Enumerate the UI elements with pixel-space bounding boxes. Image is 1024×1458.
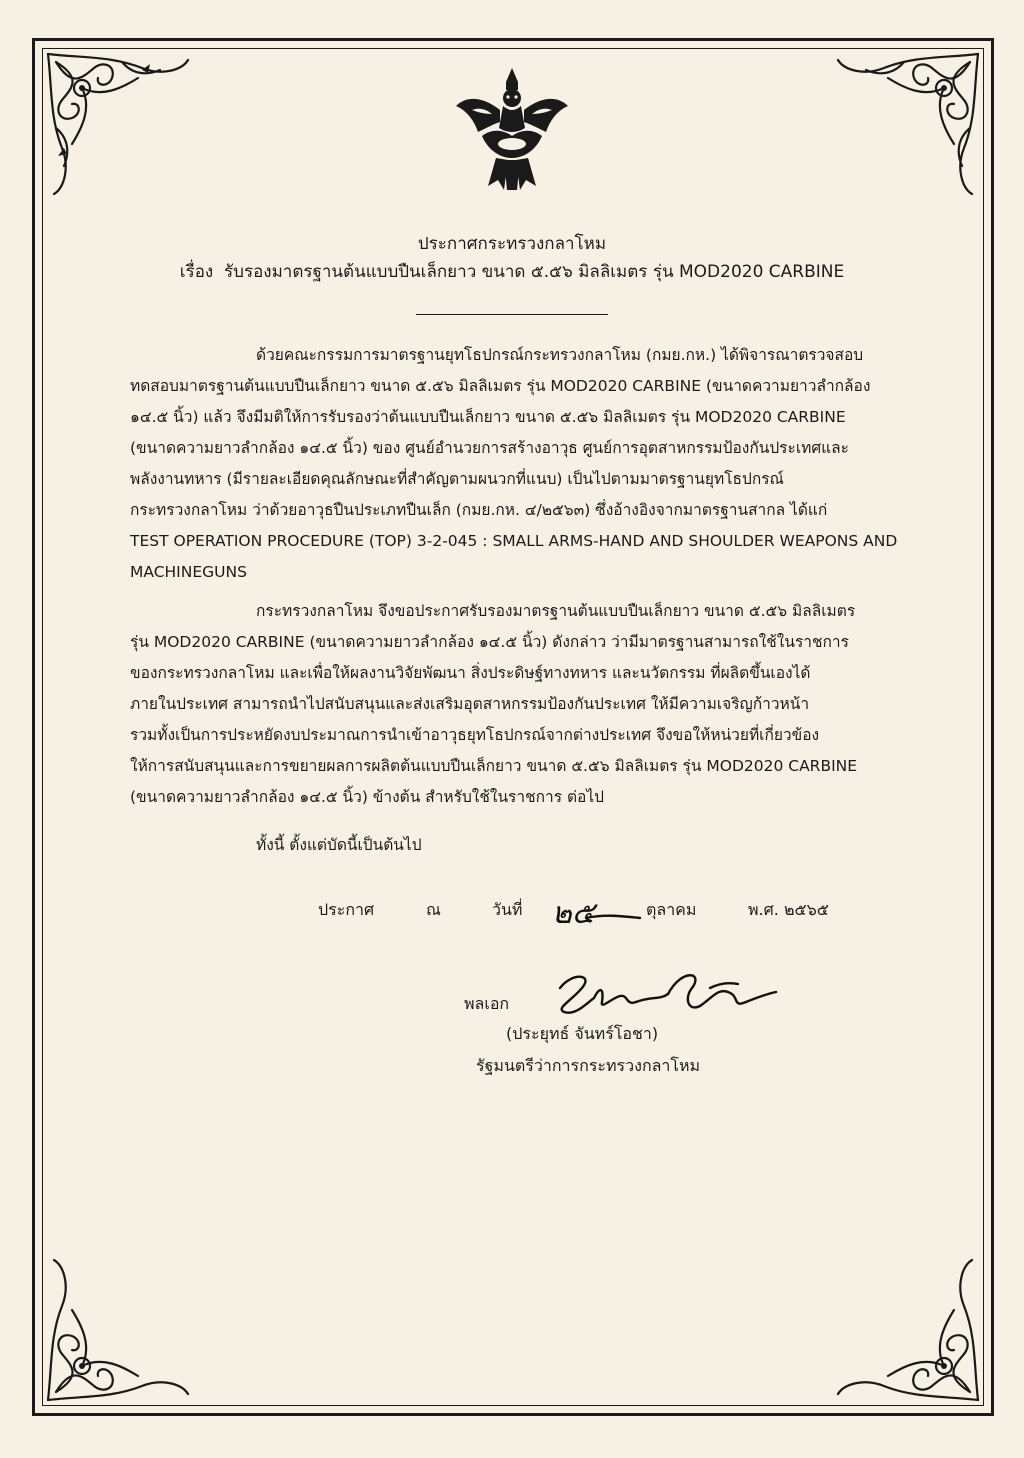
paragraph-2 — [130, 596, 920, 813]
subject-text: รับรองมาตรฐานต้นแบบปืนเล็กยาว ขนาด ๕.๕๖ มิลลิเมตร รุ่น MOD2020 CARBINE — [224, 262, 845, 282]
garuda-emblem-icon — [452, 66, 572, 202]
proclaim-day-label: วันที่ — [492, 900, 523, 919]
paragraph-1 — [130, 340, 920, 588]
paragraph-line: พลังงานทหาร (มีรายละเอียดคุณลักษณะที่สำคัญตามผนวกที่แนบ) เป็นไปตามมาตรฐานยุทโธปกรณ์ — [130, 470, 784, 488]
proclaim-at: ณ — [426, 900, 441, 919]
handwritten-signature — [542, 958, 792, 1030]
subject-label: เรื่อง — [179, 262, 214, 282]
proclaim-year: พ.ศ. ๒๕๖๕ — [748, 900, 829, 919]
corner-ornament-top-left — [42, 48, 192, 198]
paragraph-line: ภายในประเทศ สามารถนำไปสนับสนุนและส่งเสริมอุตสาหกรรมป้องกันประเทศ ให้มีความเจริญก้าวหน้า — [130, 695, 810, 713]
paragraph-line: รุ่น MOD2020 CARBINE (ขนาดความยาวลำกล้อง ๑๔.๕ นิ้ว) ดังกล่าว ว่ามีมาตรฐานสามารถใช้ในราชการ — [130, 633, 849, 651]
corner-ornament-bottom-left — [42, 1256, 192, 1406]
paragraph-line: ด้วยคณะกรรมการมาตรฐานยุทโธปกรณ์กระทรวงกลาโหม (กมย.กห.) ได้พิจารณาตรวจสอบ — [256, 346, 864, 364]
paragraph-line: ทดสอบมาตรฐานต้นแบบปืนเล็กยาว ขนาด ๕.๕๖ มิลลิเมตร รุ่น MOD2020 CARBINE (ขนาดความยาวลำกล้อง — [130, 377, 871, 395]
signer-name: (ประยุทธ์ จันทร์โอชา) — [506, 1024, 659, 1043]
announcement-subject — [0, 258, 1024, 285]
paragraph-line: ของกระทรวงกลาโหม และเพื่อให้ผลงานวิจัยพัฒนา สิ่งประดิษฐ์ทางทหาร และนวัตกรรม ที่ผลิตขึ้นเองได้ — [130, 664, 811, 682]
paragraph-line: MACHINEGUNS — [130, 563, 247, 581]
paragraph-line: TEST OPERATION PROCEDURE (TOP) 3-2-045 : SMALL ARMS-HAND AND SHOULDER WEAPONS AND — [130, 532, 898, 550]
proclaim-month: ตุลาคม — [646, 900, 697, 919]
paragraph-line: ให้การสนับสนุนและการขยายผลการผลิตต้นแบบปืนเล็กยาว ขนาด ๕.๕๖ มิลลิเมตร รุ่น MOD2020 CARBINE — [130, 757, 858, 775]
proclaim-word: ประกาศ — [318, 900, 375, 919]
paragraph-line: กระทรวงกลาโหม จึงขอประกาศรับรองมาตรฐานต้นแบบปืนเล็กยาว ขนาด ๕.๕๖ มิลลิเมตร — [256, 602, 856, 620]
signer-position: รัฐมนตรีว่าการกระทรวงกลาโหม — [476, 1056, 701, 1075]
paragraph-line: (ขนาดความยาวลำกล้อง ๑๔.๕ นิ้ว) ของ ศูนย์อำนวยการสร้างอาวุธ ศูนย์การอุตสาหกรรมป้องกันประเทศและ — [130, 439, 849, 457]
signer-rank: พลเอก — [464, 994, 510, 1013]
paragraph-line: กระทรวงกลาโหม ว่าด้วยอาวุธปืนประเภทปืนเล็ก (กมย.กห. ๔/๒๕๖๓) ซึ่งอ้างอิงจากมาตรฐานสากล ได้แก่ — [130, 501, 828, 519]
corner-ornament-top-right — [834, 48, 984, 198]
heading-divider — [416, 314, 608, 315]
corner-ornament-bottom-right — [834, 1256, 984, 1406]
closing-text: ทั้งนี้ ตั้งแต่บัดนี้เป็นต้นไป — [256, 836, 422, 854]
closing-line — [130, 830, 920, 861]
paragraph-line: รวมทั้งเป็นการประหยัดงบประมาณการนำเข้าอาวุธยุทโธปกรณ์จากต่างประเทศ จึงขอให้หน่วยที่เกี่ยวข้อง — [130, 726, 820, 744]
handwritten-day: ๒๕ — [552, 896, 595, 931]
paragraph-line: ๑๔.๕ นิ้ว) แล้ว จึงมีมติให้การรับรองว่าต้นแบบปืนเล็กยาว ขนาด ๕.๕๖ มิลลิเมตร รุ่น MOD2020 CARBINE — [130, 408, 846, 426]
handwritten-underline — [552, 912, 642, 924]
paragraph-line: (ขนาดความยาวลำกล้อง ๑๔.๕ นิ้ว) ข้างต้น สำหรับใช้ในราชการ ต่อไป — [130, 788, 604, 806]
announcement-title: ประกาศกระทรวงกลาโหม — [417, 234, 607, 254]
